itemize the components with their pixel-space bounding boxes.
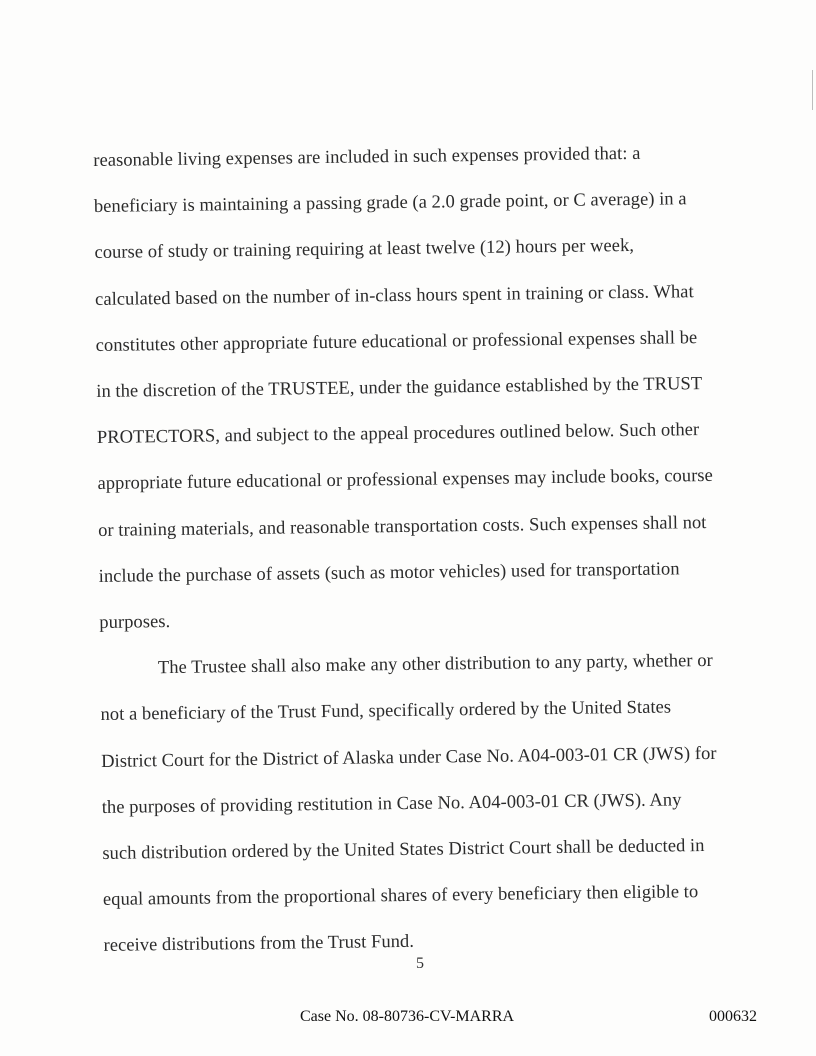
body-line: such distribution ordered by the United States District Court shall be deducted in xyxy=(102,836,705,864)
body-line: appropriate future educational or professional expenses may include books, course xyxy=(97,466,713,495)
body-line: or training materials, and reasonable transportation costs. Such expenses shall not xyxy=(98,512,707,541)
footer-case-number: Case No. 08-80736-CV-MARRA xyxy=(300,1008,515,1025)
scan-edge-mark xyxy=(812,70,813,110)
body-line: the purposes of providing restitution in Case No. A04-003-01 CR (JWS). Any xyxy=(101,790,682,818)
body-line: receive distributions from the Trust Fund. xyxy=(103,932,415,957)
document-body xyxy=(93,130,744,970)
body-line: beneficiary is maintaining a passing grade (a 2.0 grade point, or C average) in a xyxy=(93,189,687,218)
body-line: purposes. xyxy=(99,612,171,633)
body-line: equal amounts from the proportional shares of every beneficiary then eligible to xyxy=(102,882,699,911)
page-number: 5 xyxy=(416,955,424,972)
body-line: The Trustee shall also make any other distribution to any party, whether or xyxy=(157,651,713,679)
body-line: constitutes other appropriate future educational or professional expenses shall be xyxy=(95,327,698,356)
body-line: include the purchase of assets (such as motor vehicles) used for transportation xyxy=(98,559,680,587)
body-line: calculated based on the number of in-class hours spent in training or class. What xyxy=(94,281,694,310)
body-line: PROTECTORS, and subject to the appeal procedures outlined below. Such other xyxy=(96,420,700,449)
body-line: reasonable living expenses are included in such expenses provided that: a xyxy=(93,143,641,171)
body-line: course of study or training requiring at least twelve (12) hours per week, xyxy=(94,236,635,264)
body-line: District Court for the District of Alaska under Case No. A04-003-01 CR (JWS) for xyxy=(101,743,717,772)
body-line: in the discretion of the TRUSTEE, under the guidance established by the TRUST xyxy=(96,374,703,402)
footer-bates-number: 000632 xyxy=(709,1008,757,1025)
body-line: not a beneficiary of the Trust Fund, specifically ordered by the United States xyxy=(100,697,672,726)
